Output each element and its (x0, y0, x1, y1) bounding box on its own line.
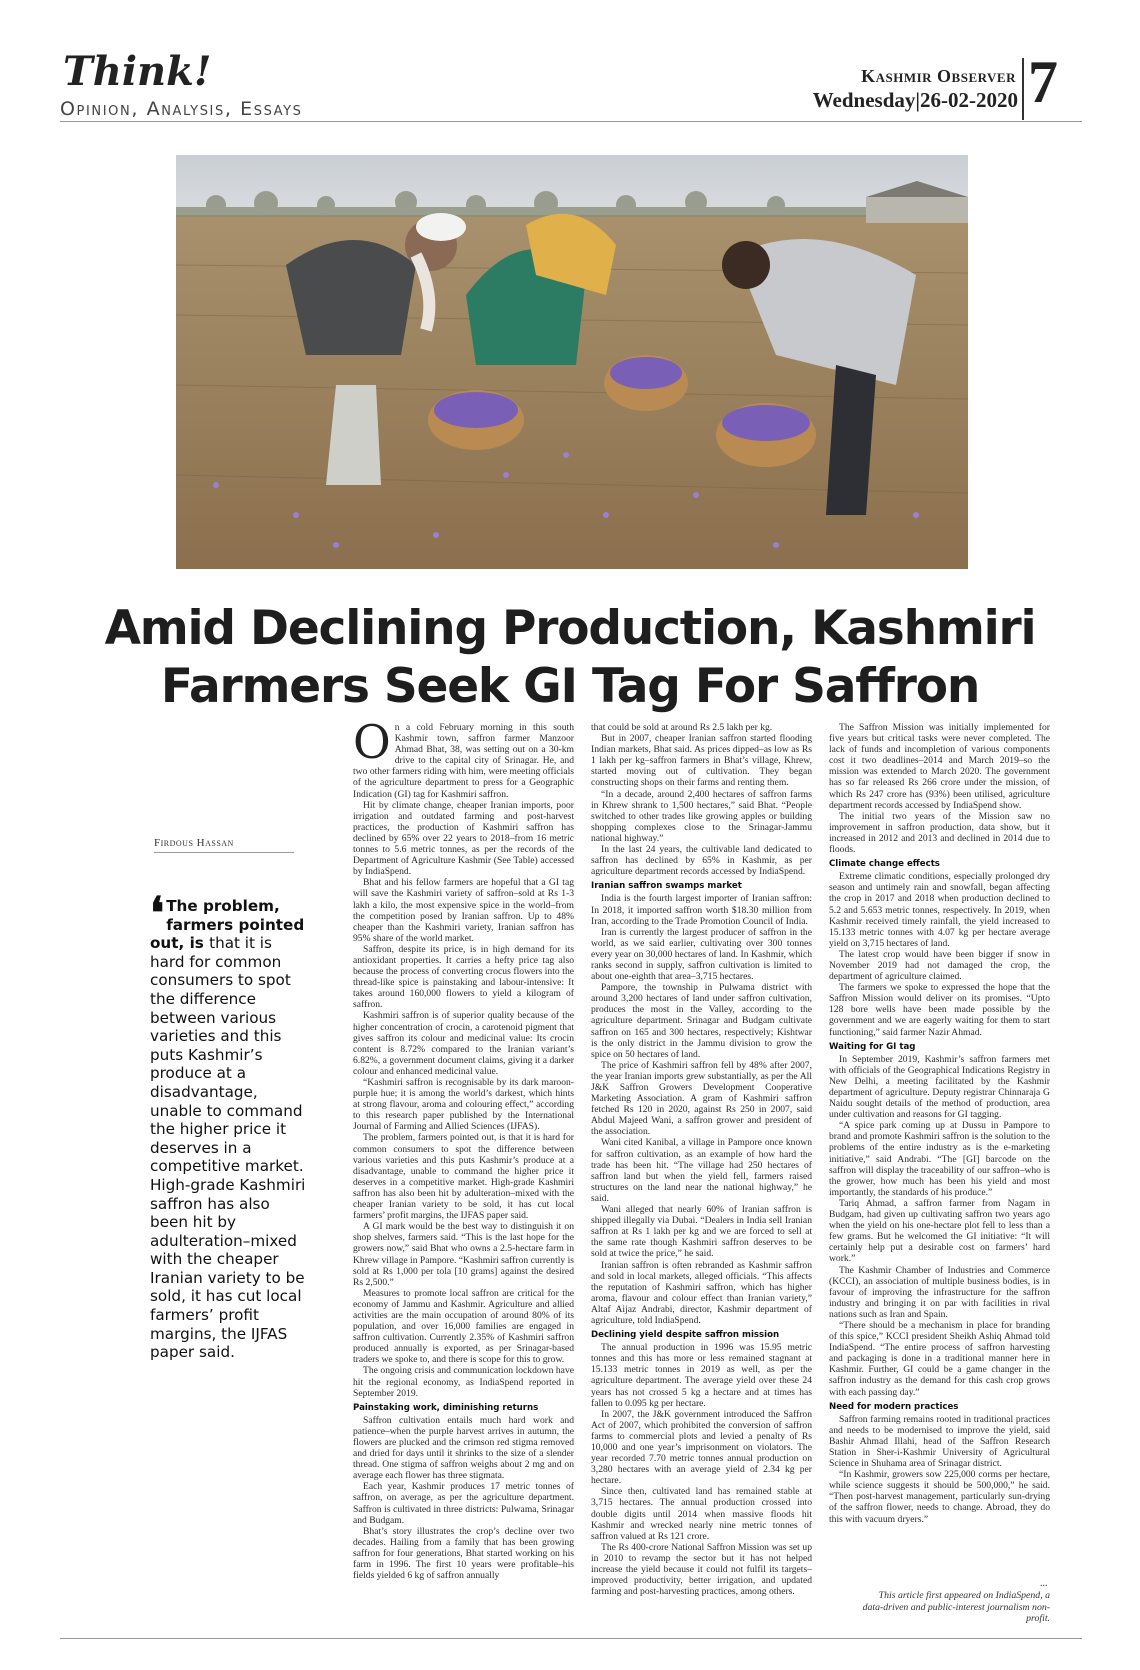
paragraph: Saffron farming remains rooted in traditional practices and needs to be modernised to improve the yield, said Bashir Ahmad Illahi, head of the Saffron Research Station in Sher-i-Kashmir University of Agricultural Science in Shuhama area of Srinagar district. (829, 1413, 1050, 1470)
paragraph: Saffron, despite its price, is in high demand for its antioxidant properties. It carries a hefty price tag also because the process of converting crocus flowers into the thread-like spice is painstaking and labour-intensive: It takes around 160,000 flowers to yield a kilogram of saffron. (353, 943, 574, 1011)
paragraph: “A spice park coming up at Dussu in Pampore to brand and promote Kashmiri saffron is the solution to the problems of the entire industry as is the e-marketing initiative,” said Andrabi. “The [GI] barcode on the saffron will display the traceability of our saffron–who is the grower, how much has been his yield and most importantly, the standards of his produce.” (829, 1120, 1050, 1198)
paragraph: that could be sold at around Rs 2.5 lakh per kg. (591, 722, 773, 733)
top-rule (60, 121, 1082, 122)
subheading: Need for modern practices (829, 1401, 959, 1412)
paragraph: Measures to promote local saffron are critical for the economy of Jammu and Kashmir. Agriculture and allied activities are the main occupation of around 80% of its population, and over 16,000 families are engaged in saffron cultivation. Currently 2.35% of Kashmiri saffron produced annually is exported, as per Srinagar-based traders we spoke to, and there is scope for this to grow. (353, 1287, 574, 1366)
paragraph: “In a decade, around 2,400 hectares of saffron farms in Khrew shrank to 1,500 hectares,” said Bhat. “People switched to other trades like growing apples or building shopping complexes close to the Srinagar-Jammu national highway.” (591, 788, 812, 844)
paragraph: Kashmiri saffron is of superior quality because of the higher concentration of crocin, a carotenoid pigment that gives saffron its colour and medicinal value: Its crocin content is 8.72% compared to the Iranian variant’s 6.82%, a government document claims, giving it a darker colour and enhanced medicinal value. (353, 1010, 574, 1077)
subheading: Climate change effects (829, 859, 940, 870)
article-column-2 (591, 722, 812, 1597)
pull-quote-text: that it is hard for common consumers to spot the difference between various varieties and this puts Kashmir’s produce at a disadvantage, unable to command the higher price it deserves in a competitive market. High-grade Kashmiri saffron has also been hit by adulteration–mixed with the cheaper Iranian variety to be sold, it has cut local farmers’ profit margins, the IJFAS paper said. (150, 934, 306, 1362)
paragraph: In September 2019, Kashmir’s saffron farmers met with officials of the Geographical Indications Registry in New Delhi, a meeting facilitated by the Kashmir department of agriculture. Deputy registrar Chinnaraja G Naidu sought details of the method of production, area under cultivation and reasons for GI tagging. (829, 1053, 1050, 1121)
subheading: Iranian saffron swamps market (591, 881, 742, 892)
paragraph: Pampore, the township in Pulwama district with around 3,200 hectares of land under saffron cultivation, produces the most in the Valley, according to the agriculture department. Srinagar and Budgam cultivate saffron on 165 and 300 hectares, respectively; Kishtwar is the only district in the Jammu division to grow the spice on 50 hectares of land. (591, 982, 812, 1060)
paragraph: In 2007, the J&K government introduced the Saffron Act of 2007, which prohibited the conversion of saffron farms to commercial plots and levied a penalty of Rs 10,000 and one year’s imprisonment on violators. The year recorded 7.70 metric tonnes annual production on 3,280 hectares with an average yield of 2.34 kg per hectare. (591, 1408, 812, 1487)
quote-mark-icon: ❛ (150, 888, 165, 939)
paragraph: Since then, cultivated land has remained stable at 3,715 hectares. The annual production crossed into double digits until 2014 when massive floods hit Kashmir and wrecked nearly nine metric tonnes of saffron valued at Rs 121 crore. (591, 1486, 812, 1542)
paragraph: Each year, Kashmir produces 17 metric tonnes of saffron, on average, as per the agriculture department. Saffron is cultivated in three districts: Pulwama, Srinagar and Budgam. (353, 1481, 574, 1526)
paragraph: Iran is currently the largest producer of saffron in the world, as we said earlier, cultivating over 300 tonnes every year on 30,000 hectares of land. In Kashmir, which ranks second in supply, saffron cultivation is limited to about one-eighth that area–3,715 hectares. (591, 926, 812, 983)
subheading: Waiting for GI tag (829, 1041, 916, 1052)
paragraph: Wani cited Kanibal, a village in Pampore once known for saffron cultivation, as an example of how hard the trade has been hit. “The village had 250 hectares of saffron land but when the yield fell, farmers raised structures on the land near the national highway,” he said. (591, 1137, 812, 1204)
paragraph: The Kashmir Chamber of Industries and Commerce (KCCI), an association of multiple business bodies, is in favour of improving the infrastructure for the saffron industry and bringing it on par with facilities in rival nations such as Iran and Spain. (829, 1264, 1050, 1320)
paragraph: The problem, farmers pointed out, is that it is hard for common consumers to spot the difference between various varieties and this puts Kashmir’s produce at a disadvantage, unable to command the higher price it deserves in a competitive market. High-grade Kashmiri saffron has also been hit by adulteration–mixed with the cheaper Iranian variety to be sold, it has cut local farmers’ profit margins, the IJFAS paper said. (353, 1132, 574, 1222)
masthead-divider (1022, 58, 1024, 120)
section-subtitle: Opinion, Analysis, Essays (60, 98, 303, 120)
paragraph: Saffron cultivation entails much hard work and patience–when the purple harvest arrives in autumn, the flowers are plucked and the crimson red stigma removed and dried for days until it shrinks to the size of a slender thread. One stigma of saffron weighs about 2 mg and on average each flower has three stigmata. (353, 1414, 574, 1482)
page-number: 7 (1028, 49, 1058, 115)
bottom-rule (60, 1638, 1082, 1639)
saffron-harvest-photo (176, 155, 968, 569)
drop-cap: O (353, 715, 391, 769)
paragraph: The ongoing crisis and communication lockdown have hit the regional economy, as IndiaSpend reported in September 2019. (353, 1365, 574, 1399)
paragraph: “In Kashmir, growers sow 225,000 corms per hectare, while science suggests it should be 500,000,” he said. “Then post-harvest management, particularly sun-drying of the saffron flower, needs to change. Abroad, they do this with vacuum dryers.” (829, 1469, 1050, 1525)
photo-illustration (176, 155, 968, 569)
paragraph: Hit by climate change, cheaper Iranian imports, poor irrigation and outdated farming and post-harvest practices, the production of Kashmiri saffron has declined by 65% over 22 years to 2018–from 16 metric tonnes to 5.6 metric tonnes, as per the records of the Department of Agriculture Kashmir (See Table) accessed by IndiaSpend. (353, 799, 574, 878)
article-credit: This article first appeared on IndiaSpend, a data-driven and public-interest journalism non-profit. (862, 1590, 1050, 1624)
paragraph: India is the fourth largest importer of Iranian saffron: In 2018, it imported saffron worth $18.30 million from Iran, according to the Trade Promotion Council of India. (591, 893, 812, 927)
paragraph: In the last 24 years, the cultivable land dedicated to saffron has declined by 65% in Kashmir, as per agriculture department records accessed by IndiaSpend. (591, 844, 812, 878)
paragraph: Bhat and his fellow farmers are hopeful that a GI tag will save the Kashmiri variety of saffron–sold at Rs 1-3 lakh a kilo, the most expensive spice in the world–from the competition posed by Iranian saffron. Up to 48% cheaper than the Kashmiri variety, Iranian saffron has 95% share of the world market. (353, 877, 574, 944)
end-mark: ... (1040, 1578, 1048, 1589)
paragraph: Extreme climatic conditions, especially prolonged dry season and untimely rain and snowfall, began affecting the crop in 2017 and 2018 when production declined to 5.2 and 5.653 metric tonnes, respectively. In 2019, when Kashmir received timely rainfall, the yield increased to 15.133 metric tonnes with 4.07 kg per hectare average yield on 3,715 hectares of land. (829, 871, 1050, 949)
issue-date: Wednesday|26-02-2020 (812, 88, 1018, 112)
paragraph: Tariq Ahmad, a saffron farmer from Nagam in Budgam, had given up cultivating saffron two years ago when the yield on his one-hectare plot fell to less than a few grams. But he welcomed the GI initiative: “It will certainly help put a desirable cost on farmers’ hard work.” (829, 1197, 1050, 1265)
paragraph: “Kashmiri saffron is recognisable by its dark maroon-purple hue; it is among the world’s darkest, which hints at strong flavour, aroma and colouring effect,” according to this research paper published by the International Journal of Farming and Allied Sciences (IJFAS). (353, 1077, 574, 1133)
paragraph: Iranian saffron is often rebranded as Kashmir saffron and sold in local markets, alleged officials. “This affects the reputation of Kashmiri saffron, which has higher aroma, flavour and colour effect than Iranian variety,” Altaf Aijaz Andrabi, director, Kashmir department of agriculture, told IndiaSpend. (591, 1259, 812, 1326)
subheading: Painstaking work, diminishing returns (353, 1402, 539, 1413)
article-headline: Amid Declining Production, Kashmiri Farmers Seek GI Tag For Saffron (104, 601, 1036, 714)
article-column-1 (353, 715, 574, 1582)
paragraph: A GI mark would be the best way to distinguish it on shop shelves, farmers said. “This is the last hope for the growers now,” said Bhat who owns a 2.5-hectare farm in Khrew village in Pampore. “Kashmiri saffron currently is sold at Rs 1,000 per tola [10 grams] against the desired Rs 2,500.” (353, 1221, 574, 1288)
byline-rule (154, 852, 294, 853)
paragraph: The price of Kashmiri saffron fell by 48% after 2007, the year Iranian imports grew substantially, as per the All J&K Saffron Growers Development Cooperative Marketing Association. A gram of Kashmiri saffron fetched Rs 120 in 2020, against Rs 250 in 2007, said Abdul Majeed Wani, a saffron grower and president of the association. (591, 1059, 812, 1138)
paragraph: But in 2007, cheaper Iranian saffron started flooding Indian markets, Bhat said. As prices dipped–as low as Rs 1 lakh per kg–saffron farmers in Bhat’s village, Khrew, started moving out of cultivation. They began constructing shops on their farms and renting them. (591, 733, 812, 789)
pull-quote-lead: The problem, farmers pointed out, is (150, 897, 305, 953)
article-column-3 (829, 722, 1050, 1525)
paragraph: n a cold February morning in this south Kashmir town, saffron farmer Manzoor Ahmad Bhat, 38, was setting out on a 30-km drive to the capital city of Srinagar. He, and two other farmers riding with him, were meeting officials of the agriculture department to press for a Geographic Indication (GI) tag for Kashmiri saffron. (353, 722, 574, 800)
paragraph: Wani alleged that nearly 60% of Iranian saffron is shipped illegally via Dubai. “Dealers in India sell Iranian saffron at Rs 1 lakh per kg and we are forced to sell at the same rate though Kashmiri saffron deserves to be sold at twice the price,” he said. (591, 1204, 812, 1260)
paragraph: The Rs 400-crore National Saffron Mission was set up in 2010 to revamp the sector but it has not helped increase the yield because it could not fulfil its targets–improved productivity, better irrigation, and updated farming and post-harvesting practices, among others. (591, 1541, 812, 1598)
paragraph: The farmers we spoke to expressed the hope that the Saffron Mission would deliver on its promises. “Upto 128 bore wells have been made possible by the government and we are eagerly waiting for them to start functioning,” said farmer Nazir Ahmad. (829, 982, 1050, 1038)
paragraph: The initial two years of the Mission saw no improvement in saffron production, data show, but it increased in 2012 and 2013 and declined in 2014 due to floods. (829, 810, 1050, 856)
newspaper-name: Kashmir Observer (861, 66, 1016, 86)
paragraph: The Saffron Mission was initially implemented for five years but critical tasks were never completed. The lack of funds and incompletion of various components cost it two deadlines–2014 and March 2019–so the mission was extended to March 2020. The government has so far released Rs 266 crore under the mission, of which Rs 247 crore has (93%) been utilised, agriculture department records accessed by IndiaSpend show. (829, 722, 1050, 811)
paragraph: The latest crop would have been bigger if snow in November 2019 had not damaged the crop, the department of agriculture claimed. (829, 948, 1050, 983)
paragraph: Bhat’s story illustrates the crop’s decline over two decades. Hailing from a family that has been growing saffron for four generations, Bhat started working on his farm in 1996. The first 10 years were profitable–his fields yielded 6 kg of saffron annually (353, 1525, 574, 1582)
subheading: Declining yield despite saffron mission (591, 1330, 780, 1341)
paragraph: The annual production in 1996 was 15.95 metric tonnes and this has more or less remained stagnant at 15.133 metric tonnes in 2019 as well, as per the agriculture department. The average yield over these 24 years has not crossed 5 kg a hectare and at times has fallen to 0.095 kg per hectare. (591, 1342, 812, 1409)
paragraph: “There should be a mechanism in place for branding of this spice,” KCCI president Sheikh Ashiq Ahmad told IndiaSpend. “The entire process of saffron harvesting and packaging is done in a traditional manner here in Kashmir. Further, GI could be a game changer in the saffron industry as the demand for this cash crop grows with each passing day.” (829, 1319, 1050, 1398)
byline: Firdous Hassan (154, 837, 234, 849)
section-title: Think! (63, 48, 212, 95)
pull-quote (150, 888, 310, 1362)
